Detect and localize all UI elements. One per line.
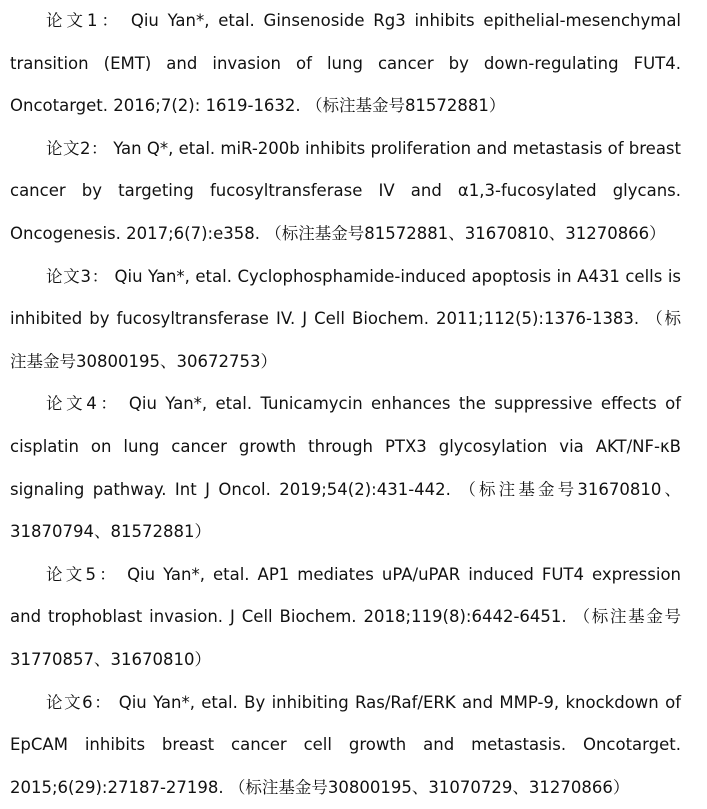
paper-citation: Yan Q*, etal. miR-200b inhibits proliferation and metastasis of breast cancer by targeting fucosyltransferase IV and α1,3-fucosylated glycans. Oncogenesis. 2017;6(7):e358.	[10, 139, 681, 243]
paper-entry-5	[10, 554, 681, 682]
paper-fund-note: （标注基金号30800195、31070729、31270866）	[229, 778, 629, 797]
paper-entry-1	[10, 0, 681, 128]
paper-fund-note: （标注基金号30800195、30672753）	[10, 309, 681, 371]
paper-label: 论文6：	[46, 693, 112, 712]
paper-entry-6	[10, 682, 681, 809]
paper-label: 论文5：	[46, 565, 119, 584]
paper-citation: Qiu Yan*, etal. Tunicamycin enhances the suppressive effects of cisplatin on lung cancer growth through PTX3 glycosylation via AKT/NF-κB signaling pathway. Int J Oncol. 2019;54(2):431-442.	[10, 394, 681, 498]
paper-citation: Qiu Yan*, etal. By inhibiting Ras/Raf/ERK and MMP-9, knockdown of EpCAM inhibits breast cancer cell growth and metastasis. Oncotarget. 2015;6(29):27187-27198.	[10, 693, 681, 797]
paper-entry-3	[10, 256, 681, 384]
paper-label: 论文4：	[46, 394, 121, 413]
paper-fund-note: （标注基金号81572881）	[306, 96, 505, 115]
paper-citation: Qiu Yan*, etal. AP1 mediates uPA/uPAR induced FUT4 expression and trophoblast invasion. J Cell Biochem. 2018;119(8):6442-6451.	[10, 565, 681, 627]
paper-fund-note: （标注基金号81572881、31670810、31270866）	[265, 224, 665, 243]
paper-fund-note: （标注基金号31670810、31870794、81572881）	[10, 480, 681, 542]
paper-citation: Qiu Yan*, etal. Cyclophosphamide-induced apoptosis in A431 cells is inhibited by fucosyltransferase IV. J Cell Biochem. 2011;112(5):1376-1383.	[10, 267, 681, 329]
paper-citation: Qiu Yan*, etal. Ginsenoside Rg3 inhibits epithelial-mesenchymal transition (EMT) and invasion of lung cancer by down-regulating FUT4. Oncotarget. 2016;7(2): 1619-1632.	[10, 11, 681, 115]
publication-list	[10, 0, 681, 809]
paper-label: 论文2：	[46, 139, 108, 158]
paper-label: 论文1：	[46, 11, 122, 30]
paper-fund-note: （标注基金号31770857、31670810）	[10, 607, 681, 669]
paper-entry-4	[10, 383, 681, 553]
paper-label: 论文3：	[46, 267, 109, 286]
paper-entry-2	[10, 128, 681, 256]
